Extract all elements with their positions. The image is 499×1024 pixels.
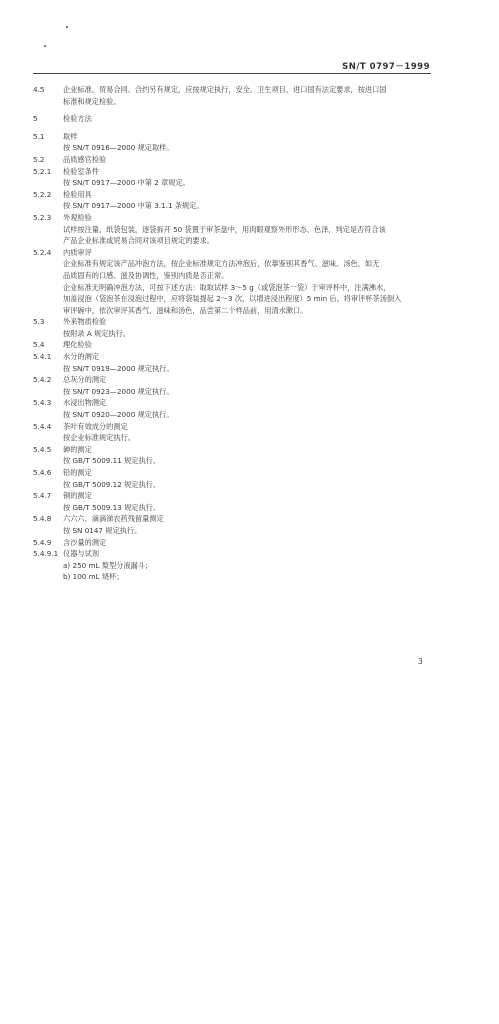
section-text: 内质审评 — [63, 247, 92, 257]
text-line: 按 SN/T 0923—2000 规定执行。 — [63, 386, 174, 396]
section-number: 5.2.1 — [33, 166, 52, 176]
section-line — [33, 212, 433, 224]
section-text: 砷的测定 — [63, 444, 92, 454]
section-line — [33, 421, 433, 433]
section-line — [33, 537, 433, 549]
text-line: 按 SN/T 0920—2000 规定执行。 — [63, 410, 174, 420]
scan-speck — [66, 26, 68, 28]
section-text: 铜的测定 — [63, 491, 92, 501]
section-line — [33, 339, 433, 351]
section-number: 5.4.5 — [33, 444, 52, 454]
section-line — [33, 548, 433, 560]
section-number: 5 — [33, 114, 38, 124]
section-line — [33, 397, 433, 409]
section-line — [33, 316, 433, 328]
section-text: 铅的测定 — [63, 468, 92, 477]
section-line — [33, 154, 433, 166]
text-line: 按 SN/T 0917—2000 中第 3.1.1 条规定。 — [63, 201, 204, 211]
section-line — [33, 131, 433, 143]
text-line: 按 SN/T 0916—2000 规定取样。 — [63, 143, 174, 153]
section-number: 5.4.1 — [33, 352, 52, 362]
section-line — [33, 513, 433, 525]
section-number: 5.2.3 — [33, 212, 52, 222]
section-number: 5.4.7 — [33, 491, 52, 501]
section-line — [33, 444, 433, 456]
section-number: 5.4.9 — [33, 537, 52, 547]
header-rule — [33, 73, 431, 74]
section-text: 企业标准、贸易合同、合约另有规定，应按规定执行，安全、卫生项目，进口国有法定要求，按进口国 — [63, 85, 387, 94]
section-text: 水分的测定 — [63, 352, 99, 362]
text-line: 按 GB/T 5009.12 规定执行。 — [63, 479, 161, 489]
section-text: 六六六、滴滴涕农药残留量测定 — [63, 514, 164, 524]
text-line: 按 GB/T 5009.13 规定执行。 — [63, 502, 161, 512]
section-text: 取样 — [63, 131, 78, 141]
text-line: 按附录 A 规定执行。 — [63, 328, 130, 338]
text-line: b) 100 mL 烧杯； — [63, 572, 124, 582]
section-text: 品质感官检验 — [63, 154, 107, 164]
section-number: 5.2.2 — [33, 189, 52, 199]
section-text: 检验室条件 — [63, 166, 99, 176]
text-line: 企业标准无明确冲泡方法，可按下述方法：取取试样 3～5 g（或袋泡茶一袋）于审评杯中，注满沸水， — [63, 282, 391, 292]
section-text: 含沙量的测定 — [63, 537, 107, 547]
section-number: 5.1 — [33, 131, 45, 141]
text-line: 按 SN/T 0919—2000 规定执行。 — [63, 363, 174, 373]
section-text: 理化检验 — [63, 340, 92, 350]
section-text: 仪器与试剂 — [63, 549, 99, 559]
scan-speck — [44, 45, 46, 47]
document-body — [33, 84, 433, 583]
section-number: 5.4.3 — [33, 398, 52, 408]
text-line: 审评碗中，依次审评其香气、滋味和汤色，品尝第二个样品前，用清水漱口。 — [63, 305, 308, 315]
section-text: 茶叶有效成分的测定 — [63, 421, 128, 431]
section-number: 5.4.8 — [33, 514, 52, 524]
text-line: 企业标准有规定该产品冲泡方法，按企业标准规定方法冲泡后，依靠鉴别其香气、滋味、汤色，如无 — [63, 259, 380, 269]
section-number: 5.4 — [33, 340, 45, 350]
text-line: 产品企业标准或贸易合同对该项目规定的要求。 — [63, 236, 214, 246]
section-text: 检验用具 — [63, 189, 92, 199]
text-line: 按 GB/T 5009.11 规定执行。 — [63, 456, 161, 466]
section-number: 5.4.4 — [33, 421, 52, 431]
text-line: a) 250 mL 梨型分液漏斗； — [63, 560, 153, 570]
section-text: 水浸出物测定 — [63, 398, 107, 408]
section-line — [33, 374, 433, 386]
section-number: 5.3 — [33, 317, 45, 327]
section-text: 外来物质检验 — [63, 317, 107, 327]
section-text: 检验方法 — [63, 114, 92, 124]
section-line — [33, 490, 433, 502]
section-line — [33, 351, 433, 363]
section-line — [33, 467, 433, 479]
text-line: 品质固有的口感、滋及协调性，鉴别内质是否正常。 — [63, 270, 229, 280]
section-number: 5.2.4 — [33, 247, 52, 257]
section-line — [33, 189, 433, 201]
section-line — [33, 113, 433, 125]
section-text: 外观检验 — [63, 212, 92, 222]
page-header-standard-code: SN/T 0797－1999 — [342, 62, 430, 72]
text-line: 试样按注量，纸袋包装，逐袋拆开 50 袋置于审茶盘中，用肉眼观察外形形态、色泽，判定是否符合该 — [63, 224, 386, 234]
section-line — [33, 247, 433, 259]
text-line: 标准和规定检验。 — [63, 96, 121, 106]
section-line — [33, 84, 433, 96]
section-number: 4.5 — [33, 85, 45, 94]
section-number: 5.4.2 — [33, 375, 52, 385]
section-number: 5.4.9.1 — [33, 549, 59, 559]
section-number: 5.4.6 — [33, 468, 52, 477]
page-number: 3 — [418, 657, 423, 666]
section-number: 5.2 — [33, 154, 45, 164]
text-line: 按企业标准规定执行。 — [63, 433, 135, 443]
text-line: 按 SN 0147 规定执行。 — [63, 525, 142, 535]
section-text: 总灰分的测定 — [63, 375, 107, 385]
section-line — [33, 166, 433, 178]
text-line: 加盖浸泡（袋泡茶在浸泡过程中，应将袋装提起 2～3 次，以增进浸出程度）5 min 后，将审评杯茶汤倒入 — [63, 294, 402, 304]
text-line: 按 SN/T 0917—2000 中第 2 章规定。 — [63, 178, 190, 188]
